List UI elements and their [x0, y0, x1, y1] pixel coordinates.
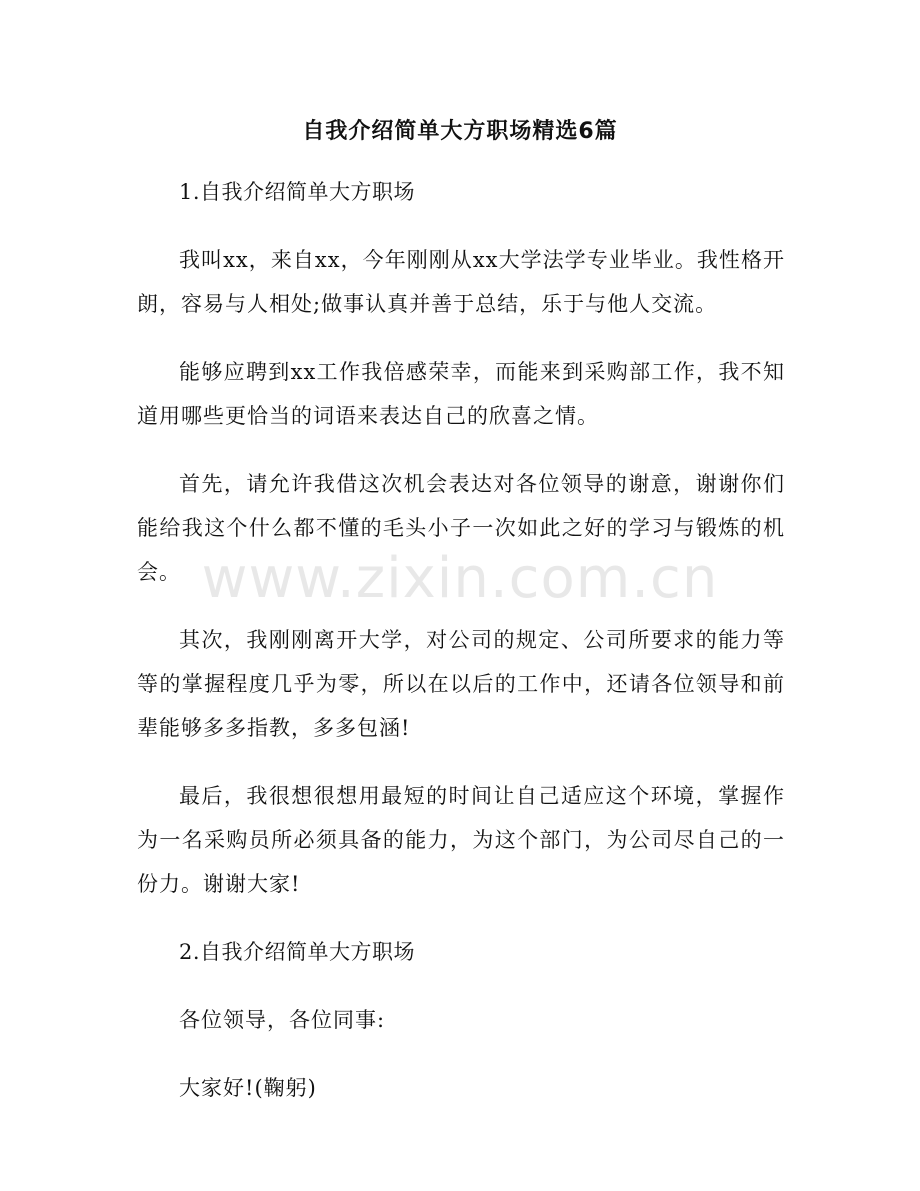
paragraph: 大家好!(鞠躬) [179, 1076, 317, 1100]
paragraph: 我叫xx，来自xx，今年刚刚从xx大学法学专业毕业。我性格开朗，容易与人相处;做事认真并善于总结，乐于与他人交流。 [137, 248, 785, 316]
watermark: www.zixin.com.cn [201, 546, 719, 611]
page-title: 自我介绍简单大方职场精选6篇 [302, 119, 618, 144]
document-body [137, 170, 785, 1134]
paragraph: 首先，请允许我借这次机会表达对各位领导的谢意，谢谢你们能给我这个什么都不懂的毛头小子一次如此之好的学习与锻炼的机会。 [137, 472, 785, 584]
section-heading: 2.自我介绍简单大方职场 [179, 940, 416, 964]
paragraph: 各位领导，各位同事: [179, 1008, 386, 1032]
paragraph: 能够应聘到xx工作我倍感荣幸，而能来到采购部工作，我不知道用哪些更恰当的词语来表达自己的欣喜之情。 [137, 360, 785, 428]
section-heading: 1.自我介绍简单大方职场 [179, 180, 416, 204]
paragraph: 其次，我刚刚离开大学，对公司的规定、公司所要求的能力等等的掌握程度几乎为零，所以在以后的工作中，还请各位领导和前辈能够多多指教，多多包涵! [137, 628, 785, 740]
paragraph: 最后，我很想很想用最短的时间让自己适应这个环境，掌握作为一名采购员所必须具备的能力，为这个部门，为公司尽自己的一份力。谢谢大家! [137, 784, 785, 896]
